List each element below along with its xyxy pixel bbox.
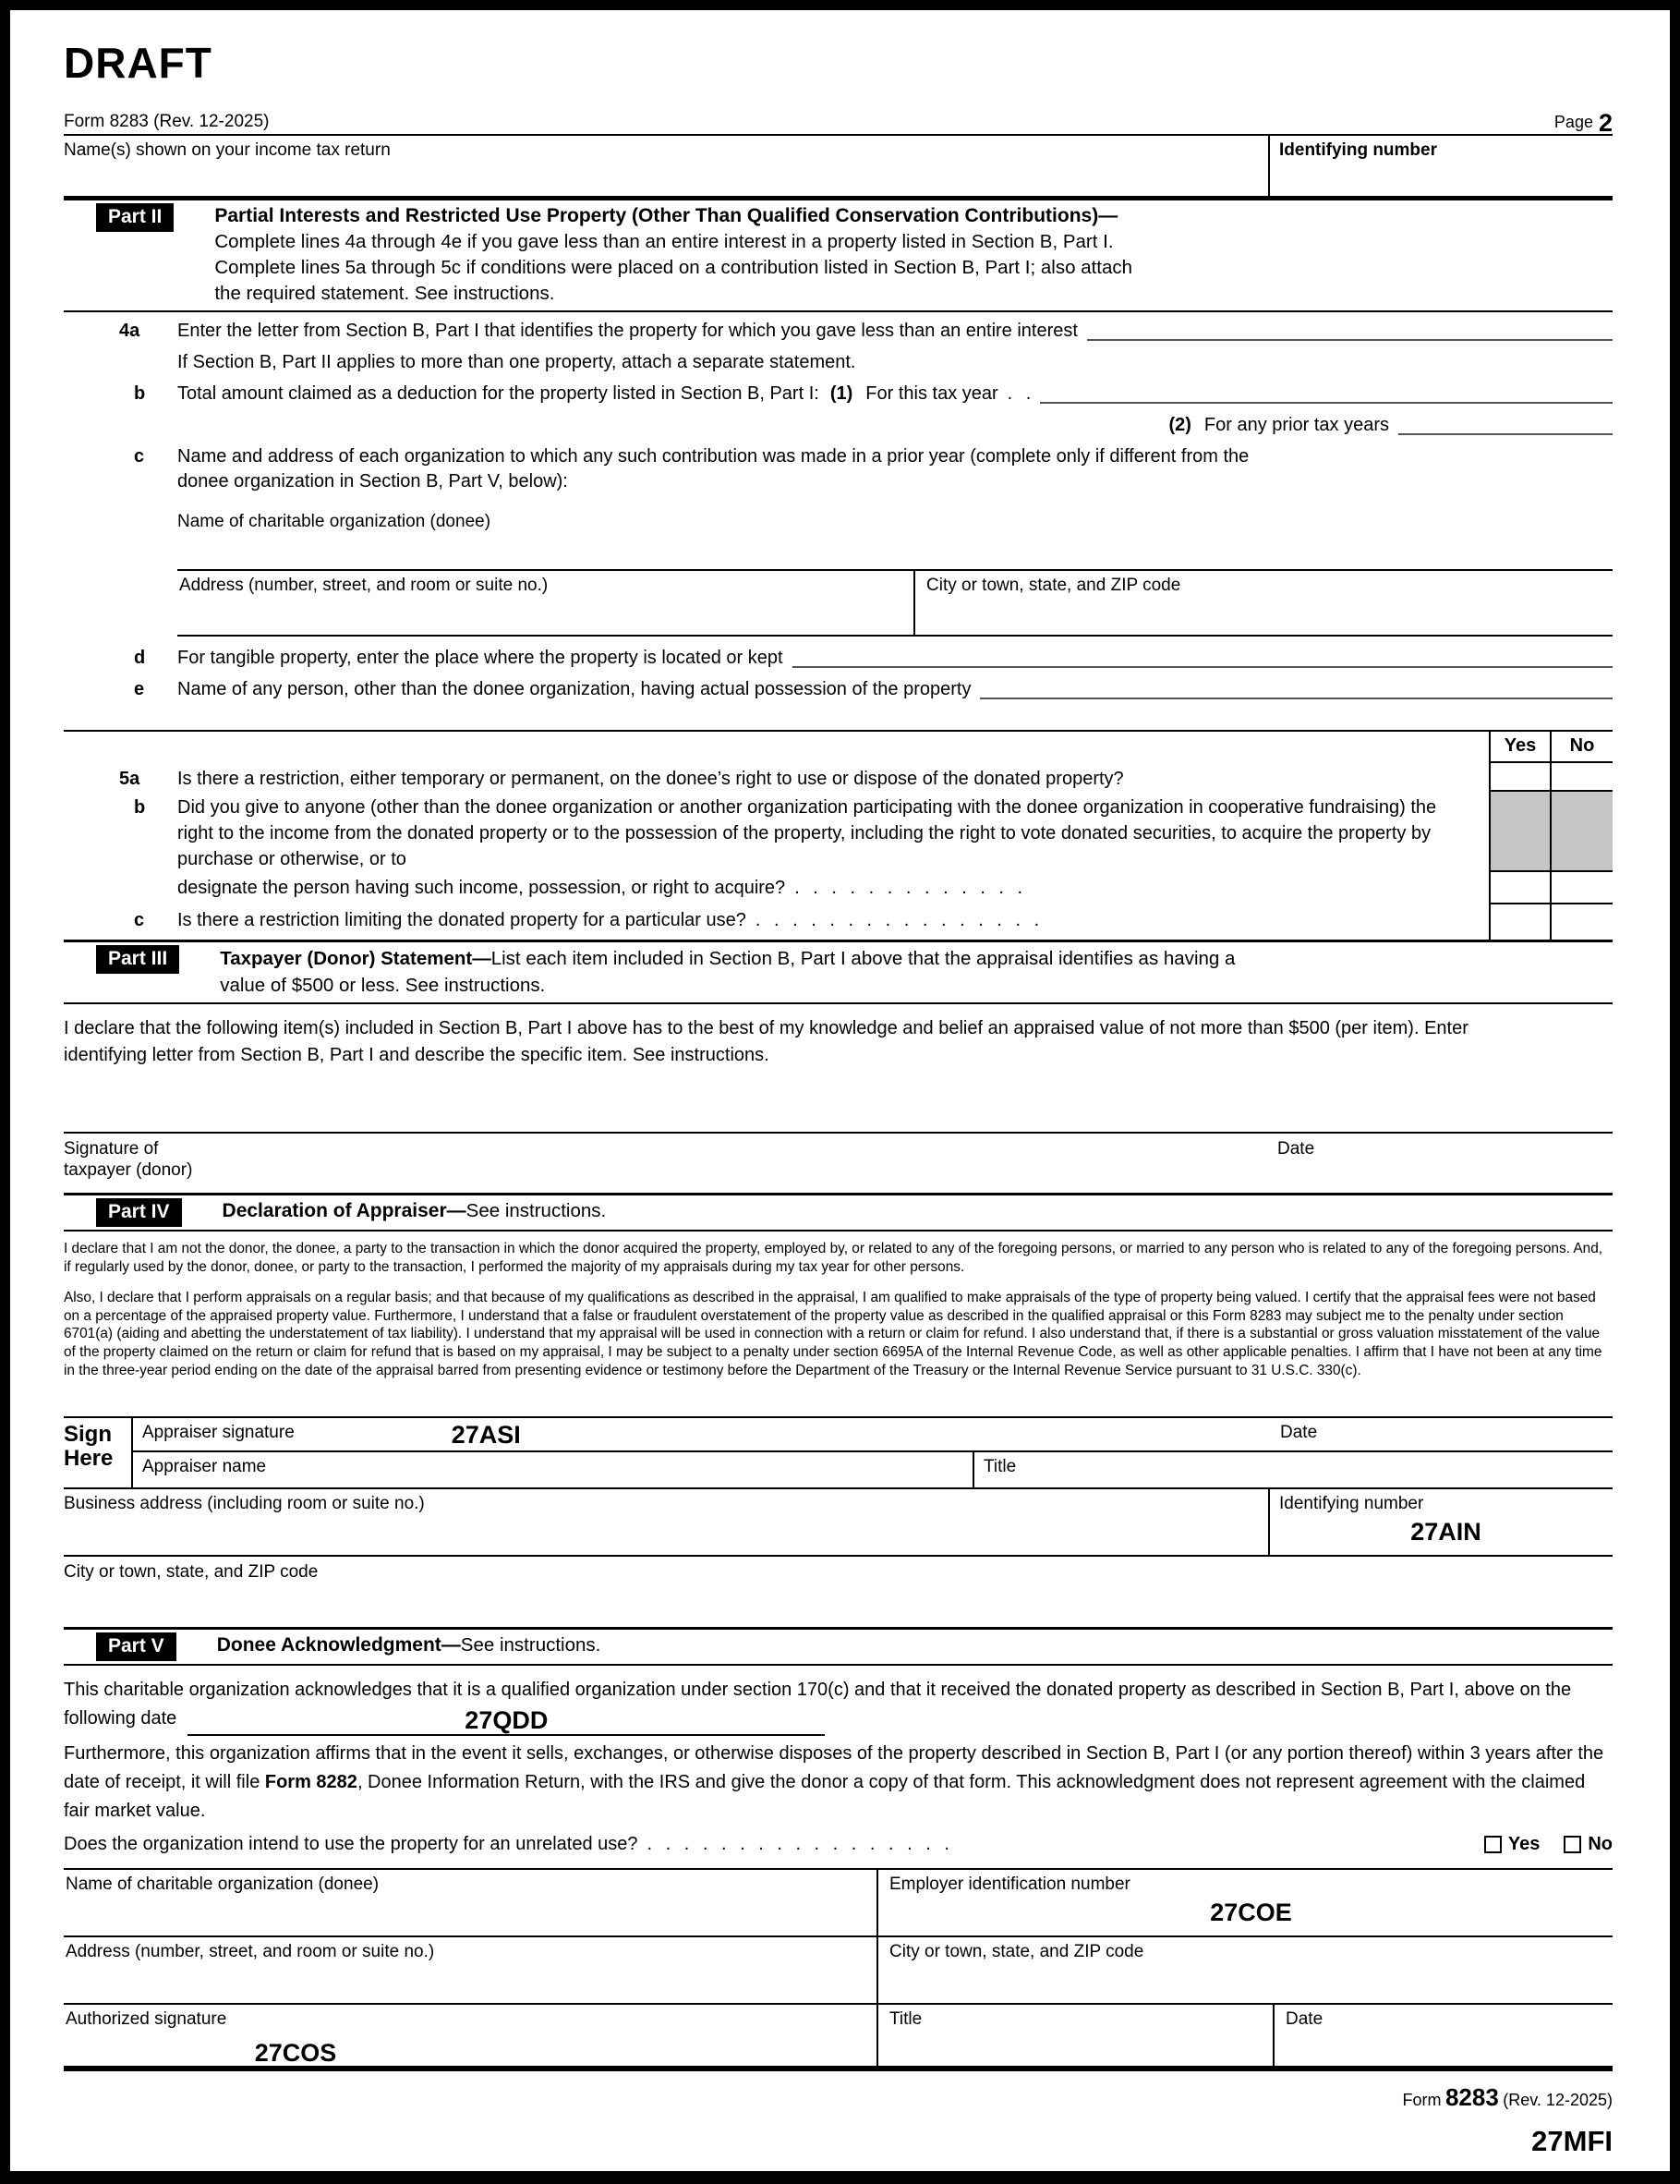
- line-4a-number: 4a: [119, 321, 140, 341]
- donee-street-field[interactable]: [64, 1937, 876, 2003]
- donee-name-field[interactable]: [64, 1870, 876, 1935]
- donee-address-table: [177, 569, 1613, 637]
- donee-city-field[interactable]: [913, 571, 1613, 635]
- appraiser-declaration-2: Also, I declare that I perform appraisals on a regular basis; and that because of my qualifications as described in the appraisal, I am qualified to make appraisals of the type of property being valued. I certify that the appraisal fees were not based on a percentage of the appraised property value. Furthermore, I understand that a false or fraudulent overstatement of the property value as described in the qualified appraisal or this Form 8283 may subject me to the penalty under section 6701(a) (aiding and abetting the understatement of tax liability). I understand that my appraisal will be used in connection with a return or claim for refund. I also understand that, if there is a substantial or gross valuation misstatement of the value of the property claimed on the return or claim for refund that is based on my appraisal, I may be subject to a penalty under section 6695A of the Internal Revenue Code, as well as other applicable penalties. I affirm that I have not been at any time in the three-year period ending on the date of the appraisal barred from presenting evidence or testimony before the Department of the Treasury or the Internal Revenue Service pursuant to 31 U.S.C. 330(c).: [64, 1290, 1602, 1378]
- part4-title-text: See instructions.: [465, 1200, 607, 1221]
- taxpayer-signature-label-1: Signature of: [64, 1139, 159, 1159]
- no-column-header: No: [1550, 732, 1613, 763]
- unrelated-use-yes-label: Yes: [1507, 1834, 1541, 1855]
- question-5b-shaded-no-cell: [1550, 792, 1613, 872]
- taxpayer-header-row: [64, 134, 1613, 200]
- part5-badge: Part V: [96, 1632, 176, 1661]
- line-4c-text: Name and address of each organization to which any such contribution was made in a prior year (complete only if different from the donee organization in Section B, Part V, below):: [177, 446, 1250, 491]
- unrelated-use-dot-leaders: . . . . . . . . . . . . . . . . .: [647, 1834, 949, 1855]
- line-4b2: [64, 413, 1613, 438]
- line-5a-text: Is there a restriction, either temporary or permanent, on the donee’s right to use or dispose of the donated property?: [177, 769, 1124, 789]
- donee-ein-label: Employer identification number: [889, 1875, 1130, 1895]
- part5-title-bold: Donee Acknowledgment—: [216, 1634, 461, 1656]
- appraiser-declaration-1: I declare that I am not the donor, the donee, a party to the transaction in which the donor acquired the property, employed by, or related to any of the foregoing persons, or married to any person who is related to any of the foregoing persons. And, if regularly used by the donor, donee, or party to the transaction, I performed the majority of my appraisals during my tax year for other persons.: [64, 1241, 1603, 1275]
- authorized-date-field[interactable]: [1273, 2005, 1613, 2066]
- line-5b-dot-leaders: . . . . . . . . . . . . .: [794, 878, 1023, 898]
- acknowledgment-p2-before: Furthermore, this organization affirms that in the event it sells, exchanges, or otherwise disposes of the property described in Section B, Part I (or any portion thereof) within 3 years after the date of receipt, it will file: [64, 1743, 1604, 1793]
- sign-here-label: Sign Here: [64, 1418, 133, 1487]
- received-date-entry[interactable]: 27QDD: [187, 1707, 825, 1736]
- part3-title: [220, 945, 1259, 999]
- appraiser-id-number-label: Identifying number: [1279, 1494, 1424, 1514]
- unrelated-use-yes-checkbox[interactable]: [1484, 1836, 1502, 1853]
- part5-title: [217, 1632, 601, 1658]
- appraiser-signature-label: Appraiser signature: [142, 1423, 295, 1443]
- taxpayer-declaration: I declare that the following item(s) included in Section B, Part I above has to the best of my knowledge and belief an appraised value of not more than $500 (per item). Enter identifying letter from Section B, Part I and describe the specific item. See instructions.: [64, 1018, 1468, 1065]
- authorized-date-label: Date: [1286, 2009, 1323, 2030]
- part3-title-text: List each item included in Section B, Part I above that the appraisal identifies as having a value of $500 or less. See instructions.: [220, 948, 1236, 996]
- part5-title-text: See instructions.: [460, 1634, 601, 1656]
- question-5b-row: [64, 792, 1613, 872]
- appraiser-sign-block: [64, 1416, 1613, 1489]
- part3-badge: Part III: [96, 945, 179, 974]
- part2-title-text: Complete lines 4a through 4e if you gave less than an entire interest in a property listed in Section B, Part I. Complete lines 5a through 5c if conditions were placed on a contribution listed in Section B, Part I; also attach the required statement. See instructions.: [214, 231, 1133, 304]
- appraiser-city-field[interactable]: [64, 1557, 1613, 1614]
- acknowledgment-p1: This charitable organization acknowledges that it is a qualified organization under section 170(c) and that it received the donated property as described in Section B, Part I, above on the following date: [64, 1680, 1572, 1729]
- unrelated-use-question: Does the organization intend to use the property for an unrelated use?: [64, 1834, 638, 1855]
- appraiser-id-number-field[interactable]: [1268, 1489, 1613, 1555]
- appraiser-name-row: [133, 1452, 1613, 1487]
- appraiser-name-label: Appraiser name: [142, 1457, 267, 1477]
- line-5b-answer-text: designate the person having such income, possession, or right to acquire?: [177, 878, 786, 898]
- line-4a-text: Enter the letter from Section B, Part I that identifies the property for which you gave less than an entire interest: [177, 321, 1078, 341]
- question-5b-answer-row: [64, 872, 1613, 904]
- part3-title-bold: Taxpayer (Donor) Statement—: [220, 948, 491, 969]
- line-4a-entry[interactable]: [1087, 321, 1613, 341]
- line-4d: [64, 646, 1613, 671]
- line-4b-text: Total amount claimed as a deduction for the property listed in Section B, Part I:: [177, 383, 819, 404]
- question-5c-no-cell[interactable]: [1550, 904, 1613, 940]
- donee-ein-value: 27COE: [1210, 1899, 1292, 1927]
- line-4b1-dot-leaders: . .: [1007, 383, 1032, 404]
- line-4d-text: For tangible property, enter the place where the property is located or kept: [177, 648, 783, 668]
- restrictions-question-table: [64, 730, 1613, 940]
- appraiser-date-label: Date: [1280, 1423, 1318, 1443]
- donee-info-table: [64, 1868, 1613, 2071]
- unrelated-use-no-checkbox[interactable]: [1564, 1836, 1581, 1853]
- footer-form-id: [64, 2072, 1613, 2112]
- item-description-entry[interactable]: [64, 1089, 1613, 1134]
- page-word: Page: [1553, 113, 1593, 131]
- line-4d-number: d: [134, 648, 146, 668]
- line-4e-entry[interactable]: [980, 679, 1613, 699]
- donee-address-field[interactable]: [177, 571, 913, 635]
- line-4a-note: If Section B, Part II applies to more than one property, attach a separate statement.: [177, 352, 856, 372]
- footer-form-revision: (Rev. 12-2025): [1503, 2091, 1613, 2109]
- business-address-row: [64, 1489, 1613, 1557]
- taxpayer-date-label: Date: [1277, 1139, 1315, 1159]
- authorized-signature-label: Authorized signature: [66, 2009, 227, 2030]
- line-5c-dot-leaders: . . . . . . . . . . . . . . . .: [755, 910, 1040, 930]
- line-4c: [64, 444, 1613, 494]
- line-4e-number: e: [134, 679, 145, 699]
- line-4e: [64, 677, 1613, 702]
- question-5a-row: [64, 763, 1613, 792]
- line-4d-entry[interactable]: [792, 648, 1613, 668]
- donee-city-zip-label: City or town, state, and ZIP code: [889, 1942, 1144, 1962]
- footer-form-number: 8283: [1444, 2083, 1499, 2111]
- appraiser-date-field[interactable]: [1280, 1418, 1613, 1450]
- donee-street-label: Address (number, street, and room or suite no.): [66, 1942, 435, 1962]
- line-5b-number: b: [134, 797, 146, 818]
- part5-header: [64, 1627, 1613, 1666]
- unrelated-use-question-row: [64, 1834, 1613, 1855]
- part2-title: [214, 203, 1147, 307]
- donee-acknowledgment-text-1: [64, 1676, 1613, 1736]
- line-4b-number: b: [134, 383, 146, 404]
- question-5a-yes-cell[interactable]: [1489, 763, 1550, 792]
- line-4e-text: Name of any person, other than the donee organization, having actual possession of the property: [177, 679, 972, 699]
- authorized-signature-field[interactable]: [64, 2005, 876, 2066]
- part4-badge: Part IV: [96, 1198, 182, 1227]
- line-4b: [64, 382, 1613, 406]
- line-5c-text: Is there a restriction limiting the donated property for a particular use?: [177, 910, 746, 930]
- yes-column-header: Yes: [1489, 732, 1550, 763]
- draft-watermark: DRAFT: [64, 39, 212, 87]
- acknowledgment-p2-after: , Donee Information Return, with the IRS and give the donor a copy of that form. This acknowledgment does not represent agreement with the claimed fair market value.: [64, 1772, 1586, 1822]
- appraiser-name-field[interactable]: [133, 1452, 973, 1487]
- question-5b-no-cell[interactable]: [1550, 872, 1613, 904]
- donee-ein-field[interactable]: [876, 1870, 1613, 1935]
- question-5a-no-cell[interactable]: [1550, 763, 1613, 792]
- form-revision-line: [64, 109, 1613, 137]
- question-5b-yes-cell[interactable]: [1489, 872, 1550, 904]
- unrelated-use-no-label: No: [1588, 1834, 1613, 1855]
- appraiser-title-field[interactable]: [973, 1452, 1613, 1487]
- part4-header: [64, 1193, 1613, 1232]
- donee-name-ein-row: [64, 1870, 1613, 1937]
- appraiser-id-number-value: 27AIN: [1410, 1518, 1481, 1547]
- taxpayer-signature-label-2: taxpayer (donor): [64, 1160, 193, 1180]
- line-4b2-text: For any prior tax years: [1203, 415, 1389, 435]
- yes-no-header-row: [64, 732, 1613, 763]
- part4-title: [223, 1198, 607, 1224]
- footer-form-word: Form: [1402, 2091, 1442, 2109]
- line-4a: [64, 319, 1613, 344]
- donee-address-label: Address (number, street, and room or suite no.): [179, 576, 549, 595]
- line-5c-number: c: [134, 910, 145, 930]
- donee-org-name-label: Name of charitable organization (donee): [177, 512, 491, 531]
- donee-city-label: City or town, state, and ZIP code: [926, 576, 1181, 595]
- identifying-number-label: Identifying number: [1279, 140, 1437, 160]
- line-4b2-number: (2): [1168, 415, 1191, 435]
- footer-code: 27MFI: [1531, 2125, 1613, 2157]
- line-4b2-entry[interactable]: [1398, 415, 1613, 435]
- identifying-number-field[interactable]: [1268, 136, 1613, 196]
- appraiser-signature-value[interactable]: 27ASI: [451, 1421, 521, 1450]
- donee-address-row: [64, 1937, 1613, 2005]
- authorized-title-label: Title: [889, 2009, 923, 2030]
- part4-title-bold: Declaration of Appraiser—: [222, 1200, 466, 1221]
- form-8282-reference: Form 8282: [264, 1772, 357, 1793]
- part2-badge: Part II: [96, 203, 174, 232]
- taxpayer-date-field[interactable]: [1268, 1138, 1613, 1193]
- business-address-label: Business address (including room or suite no.): [64, 1494, 425, 1514]
- names-label: Name(s) shown on your income tax return: [64, 140, 391, 160]
- appraiser-city-label: City or town, state, and ZIP code: [64, 1562, 319, 1583]
- line-4b1-entry[interactable]: [1040, 383, 1613, 404]
- line-4a-note-row: [64, 350, 1613, 375]
- taxpayer-signature-field[interactable]: [64, 1138, 192, 1193]
- business-address-field[interactable]: [64, 1489, 1268, 1555]
- names-field[interactable]: [64, 136, 1268, 196]
- donee-city-zip-field[interactable]: [876, 1937, 1613, 2003]
- part2-header: [64, 200, 1613, 312]
- page-footer: [64, 2072, 1613, 2171]
- page-number: 2: [1598, 109, 1613, 137]
- line-5b-text: Did you give to anyone (other than the donee organization or another organization participating with the donee organization in cooperative fundraising) the right to the income from the donated property or to the possession of the property, including the right to vote donated securities, to acquire the property by purchase or otherwise, or to: [177, 797, 1437, 869]
- line-4c-number: c: [134, 446, 145, 467]
- appraiser-signature-row: [133, 1418, 1613, 1452]
- donee-acknowledgment-text-2: [64, 1740, 1613, 1826]
- question-5c-yes-cell[interactable]: [1489, 904, 1550, 940]
- taxpayer-signature-row: [64, 1134, 1613, 1193]
- authorized-signature-value: 27COS: [254, 2039, 337, 2068]
- question-5b-shaded-yes-cell: [1489, 792, 1550, 872]
- line-5a-number: 5a: [119, 769, 140, 789]
- line-4b1-text: For this tax year: [865, 383, 998, 404]
- authorized-signature-row: [64, 2005, 1613, 2071]
- form-revision: Form 8283 (Rev. 12-2025): [64, 112, 270, 131]
- donee-name-label: Name of charitable organization (donee): [66, 1875, 380, 1895]
- part2-title-bold: Partial Interests and Restricted Use Property (Other Than Qualified Conservation Contributions)—: [214, 205, 1118, 226]
- part3-header: [64, 940, 1613, 1004]
- appraiser-title-label: Title: [984, 1457, 1017, 1477]
- line-4b1-number: (1): [829, 383, 853, 404]
- question-5c-row: [64, 904, 1613, 940]
- donee-org-name-row[interactable]: [64, 509, 1613, 534]
- authorized-title-field[interactable]: [876, 2005, 1273, 2066]
